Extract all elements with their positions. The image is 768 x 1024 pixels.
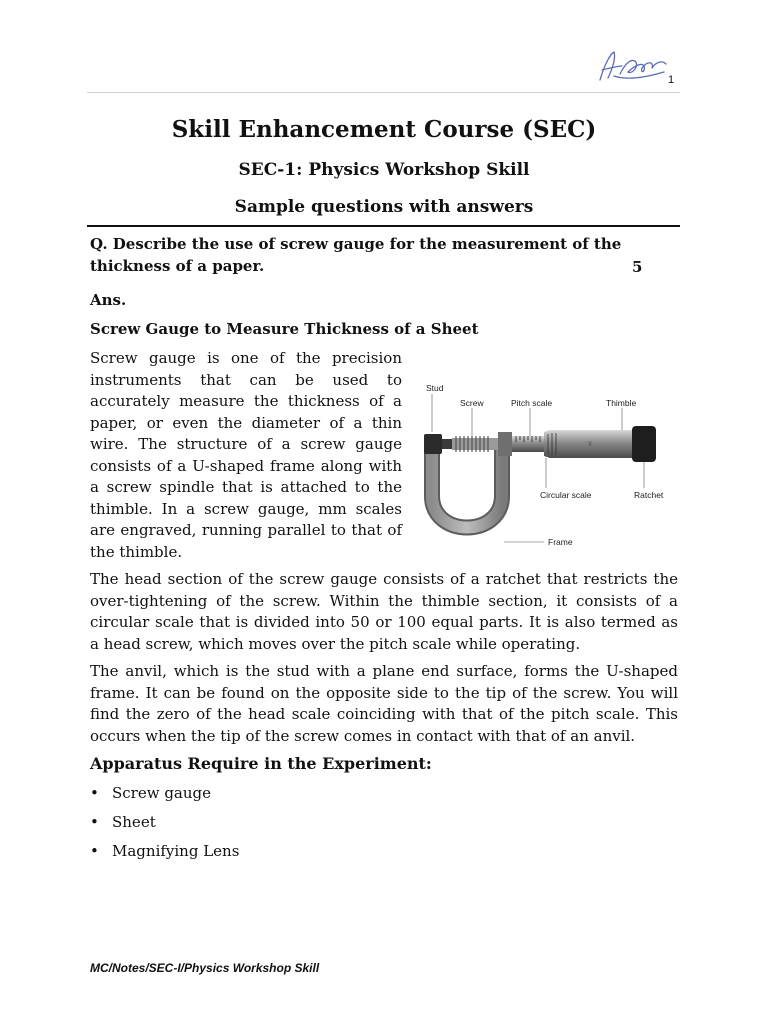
section-title: Sample questions with answers [234,197,534,217]
section-heading: Screw Gauge to Measure Thickness of a Sheet [90,320,479,338]
paragraph-intro: Screw gauge is one of the precision instruments that can be used to accurately measure the thickness of a paper, or even the diameter of a thin wire. The structure of a screw gauge consists of a U-shaped frame along with a screw spindle that is attached to the thimble. In a screw gauge, mm scales are engraved, running parallel to that of the thimble. [90,349,402,561]
question-marks: 5 [632,258,643,276]
list-item [90,782,239,811]
bullet-icon: • [90,842,99,860]
list-item-label: Magnifying Lens [112,842,240,860]
label-thimble: Thimble [606,398,637,408]
label-circular-scale: Circular scale [540,490,592,500]
list-item-label: Sheet [112,813,156,831]
label-pitch-scale: Pitch scale [511,398,553,408]
page-title: Skill Enhancement Course (SEC) [171,116,597,143]
apparatus-list [90,782,239,869]
paragraph-head-section: The head section of the screw gauge consists of a ratchet that restricts the over-tightening of the screw. Within the thimble section, it consists of a circular scale that is divided into 50 or 100 equal parts. It is also termed as a head screw, which moves over the pitch scale while operating. [90,570,678,653]
answer-label: Ans. [90,291,127,309]
page-footer: MC/Notes/SEC-I/Physics Workshop Skill [90,961,320,975]
course-subtitle: SEC-1: Physics Workshop Skill [238,160,530,180]
header-divider [87,92,680,93]
label-frame: Frame [548,537,573,547]
apparatus-heading: Apparatus Require in the Experiment: [90,754,432,773]
stud-shape [424,434,442,454]
paragraph-anvil: The anvil, which is the stud with a plane end surface, forms the U-shaped frame. It can be found on the opposite side to the tip of the screw. You will find the zero of the head scale coinciding with that of the pitch scale. This occurs when the tip of the screw comes in contact with that of an anvil. [90,662,678,745]
question-text: Q. Describe the use of screw gauge for the measurement of the thickness of a paper. [90,235,622,275]
bullet-icon: • [90,813,99,831]
label-ratchet: Ratchet [634,490,664,500]
screw-gauge-diagram [412,378,682,556]
bullet-icon: • [90,784,99,802]
title-rule [87,225,680,227]
list-item [90,840,239,869]
label-screw: Screw [460,398,484,408]
svg-text:x: x [588,439,592,448]
list-item [90,811,239,840]
ratchet-shape [632,426,656,462]
label-stud: Stud [426,383,444,393]
page-number: 1 [668,74,675,86]
signature [592,44,675,86]
list-item-label: Screw gauge [112,784,212,802]
